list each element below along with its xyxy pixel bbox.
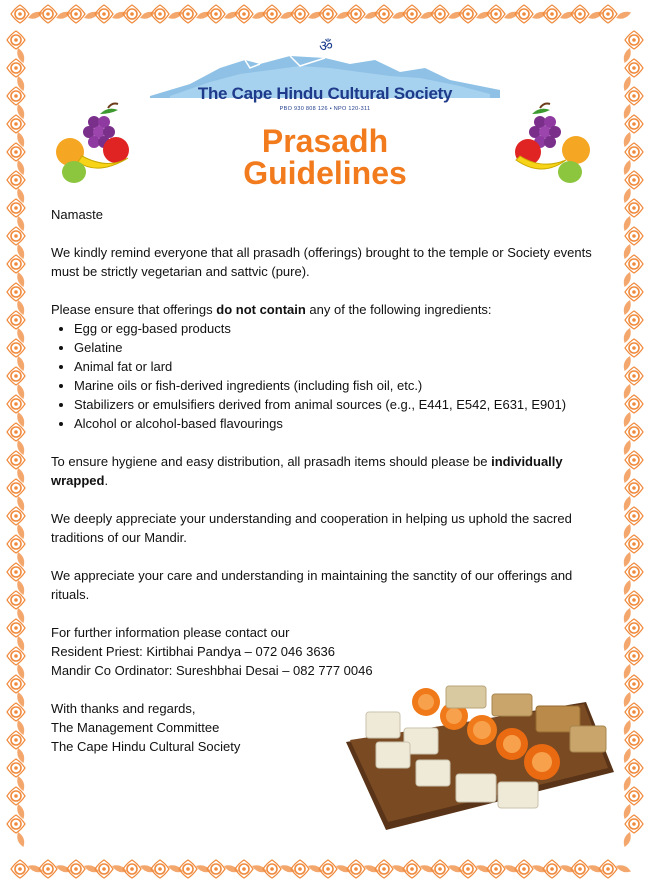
border-leaf-icon [15, 635, 26, 652]
border-flower-icon [291, 860, 309, 878]
border-flower-icon [625, 311, 643, 329]
border-flower-icon [625, 647, 643, 665]
border-flower-icon [487, 860, 505, 878]
border-leaf-icon [15, 355, 26, 372]
border-flower-icon [625, 115, 643, 133]
guidelines-body [51, 205, 606, 756]
border-flower-icon [11, 5, 29, 23]
border-flower-icon [319, 860, 337, 878]
border-leaf-icon [15, 271, 26, 288]
border-flower-icon [625, 31, 643, 49]
border-leaf-icon [15, 747, 26, 764]
border-flower-icon [625, 451, 643, 469]
border-flower-icon [625, 87, 643, 105]
ingredients-intro-end: any of the following ingredients: [305, 302, 492, 317]
border-flower-icon [625, 59, 643, 77]
ingredients-list [51, 319, 606, 433]
border-leaf-icon [622, 831, 633, 848]
border-flower-icon [347, 860, 365, 878]
border-flower-icon [625, 143, 643, 161]
border-leaf-icon [15, 327, 26, 344]
border-flower-icon [179, 860, 197, 878]
border-leaf-icon [15, 719, 26, 736]
signoff-society: The Cape Hindu Cultural Society [51, 739, 241, 754]
border-flower-icon [263, 860, 281, 878]
hygiene-emphasis: individually wrapped [51, 454, 563, 488]
list-item: • Egg or egg-based products [74, 319, 606, 338]
hygiene-text [51, 452, 606, 490]
sweets-tray-image [346, 682, 614, 830]
ingredients-intro [51, 300, 606, 319]
border-flower-icon [625, 227, 643, 245]
list-item: • Stabilizers or emulsifiers derived from animal sources (e.g., E441, E542, E631, E901) [74, 395, 606, 414]
border-flower-icon [431, 860, 449, 878]
society-name: The Cape Hindu Cultural Society [197, 84, 453, 103]
border-leaf-icon [15, 75, 26, 92]
border-leaf-icon [15, 383, 26, 400]
border-flower-icon [11, 860, 29, 878]
signoff: With thanks and regards, [51, 701, 196, 716]
border-leaf-icon [15, 159, 26, 176]
border-flower-icon [403, 860, 421, 878]
border-flower-icon [625, 199, 643, 217]
border-flower-icon [625, 339, 643, 357]
border-leaf-icon [15, 243, 26, 260]
appreciation-text-1: We deeply appreciate your understanding and cooperation in helping us uphold the sacred traditions of our Mandir. [51, 511, 572, 545]
border-flower-icon [625, 675, 643, 693]
border-flower-icon [39, 860, 57, 878]
border-flower-icon [625, 171, 643, 189]
border-flower-icon [625, 731, 643, 749]
border-flower-icon [571, 860, 589, 878]
om-symbol: ॐ [319, 38, 333, 55]
ingredients-intro-emphasis: do not contain [216, 302, 306, 317]
border-flower-icon [235, 860, 253, 878]
border-leaf-icon [15, 579, 26, 596]
border-leaf-icon [15, 439, 26, 456]
appreciation-text-2: We appreciate your care and understanding in maintaining the sanctity of our offerings and rituals. [51, 568, 573, 602]
page-title-line1: Prasadh [261, 123, 389, 159]
border-leaf-icon [15, 187, 26, 204]
border-flower-icon [95, 860, 113, 878]
border-flower-icon [375, 860, 393, 878]
hygiene-text-start: To ensure hygiene and easy distribution, all prasadh items should please be [51, 454, 492, 469]
border-flower-icon [625, 591, 643, 609]
border-leaf-icon [15, 103, 26, 120]
list-item: • Marine oils or fish-derived ingredients (including fish oil, etc.) [74, 376, 606, 395]
border-leaf-icon [15, 131, 26, 148]
border-flower-icon [515, 860, 533, 878]
border-flower-icon [625, 395, 643, 413]
border-flower-icon [459, 860, 477, 878]
list-item: • Animal fat or lard [74, 357, 606, 376]
border-leaf-icon [615, 10, 632, 21]
border-leaf-icon [15, 551, 26, 568]
border-leaf-icon [15, 495, 26, 512]
page-title-line2: Guidelines [243, 155, 407, 191]
border-flower-icon [625, 423, 643, 441]
fruit-basket-icon [48, 100, 138, 186]
border-leaf-icon [15, 607, 26, 624]
border-leaf-icon [15, 215, 26, 232]
border-flower-icon [625, 479, 643, 497]
contact-priest: Resident Priest: Kirtibhai Pandya – 072 046 3636 [51, 644, 336, 659]
border-flower-icon [625, 507, 643, 525]
border-leaf-icon [15, 467, 26, 484]
border-flower-icon [151, 860, 169, 878]
border-flower-icon [625, 815, 643, 833]
border-leaf-icon [15, 523, 26, 540]
border-flower-icon [207, 860, 225, 878]
border-flower-icon [625, 563, 643, 581]
border-flower-icon [625, 255, 643, 273]
list-item: • Gelatine [74, 338, 606, 357]
border-flower-icon [123, 860, 141, 878]
border-flower-icon [543, 860, 561, 878]
list-item: • Alcohol or alcohol-based flavourings [74, 414, 606, 433]
contact-intro: For further information please contact our [51, 625, 290, 640]
border-leaf-icon [15, 775, 26, 792]
border-flower-icon [625, 619, 643, 637]
border-leaf-icon [15, 411, 26, 428]
hygiene-text-end: . [104, 473, 109, 488]
border-leaf-icon [15, 691, 26, 708]
greeting: Namaste [51, 207, 104, 222]
border-flower-icon [625, 703, 643, 721]
border-flower-icon [67, 860, 85, 878]
border-leaf-icon [15, 47, 26, 64]
border-leaf-icon [15, 663, 26, 680]
border-leaf-icon [15, 299, 26, 316]
border-flower-icon [625, 787, 643, 805]
border-leaf-icon [15, 803, 26, 820]
signoff-committee: The Management Committee [51, 720, 220, 735]
border-flower-icon [625, 759, 643, 777]
society-registration: PBO 930 808 126 • NPO 120-311 [279, 106, 371, 112]
border-flower-icon [625, 535, 643, 553]
ingredients-intro-start: Please ensure that offerings [51, 302, 217, 317]
border-flower-icon [7, 31, 25, 49]
fruit-basket-icon [506, 100, 596, 186]
border-flower-icon [599, 860, 617, 878]
border-flower-icon [625, 283, 643, 301]
border-flower-icon [625, 367, 643, 385]
reminder-text: We kindly remind everyone that all prasadh (offerings) brought to the temple or Society events must be strictly vegetarian and sattvic (pure). [51, 245, 592, 279]
border-leaf-icon [15, 831, 26, 848]
contact-coordinator: Mandir Co Ordinator: Sureshbhai Desai – 082 777 0046 [51, 663, 373, 678]
